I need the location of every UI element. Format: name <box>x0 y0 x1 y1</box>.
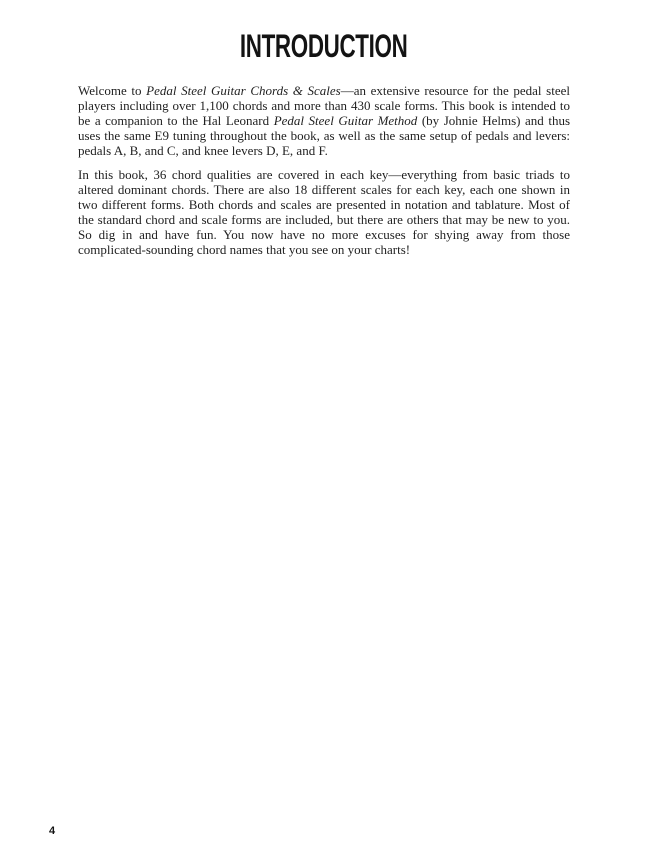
italic-book-title: Pedal Steel Guitar Chords & Scales <box>146 83 341 98</box>
paragraph: In this book, 36 chord qualities are covered in each key—everything from basic triads to altered dominant chords. There are also 18 different scales for each key, each one shown in two different forms. Both chords and scales are presented in notation and tablature. Most of the standard chord and scale forms are included, but there are others that may be new to you. So dig in and have fun. You now have no more excuses for shying away from those complicated-sounding chord names that you see on your charts! <box>78 167 570 257</box>
page-title-text: INTRODUCTION <box>240 28 408 64</box>
body-text <box>78 83 570 266</box>
paragraph: Welcome to Pedal Steel Guitar Chords & Scales—an extensive resource for the pedal steel players including over 1,100 chords and more than 430 scale forms. This book is intended to be a companion to the Hal Leonard Pedal Steel Guitar Method (by Johnie Helms) and thus uses the same E9 tuning throughout the book, as well as the same setup of pedals and levers: pedals A, B, and C, and knee levers D, E, and F. <box>78 83 570 158</box>
page-title <box>0 30 648 62</box>
italic-book-title: Pedal Steel Guitar Method <box>273 113 418 128</box>
page-number: 4 <box>49 825 56 837</box>
